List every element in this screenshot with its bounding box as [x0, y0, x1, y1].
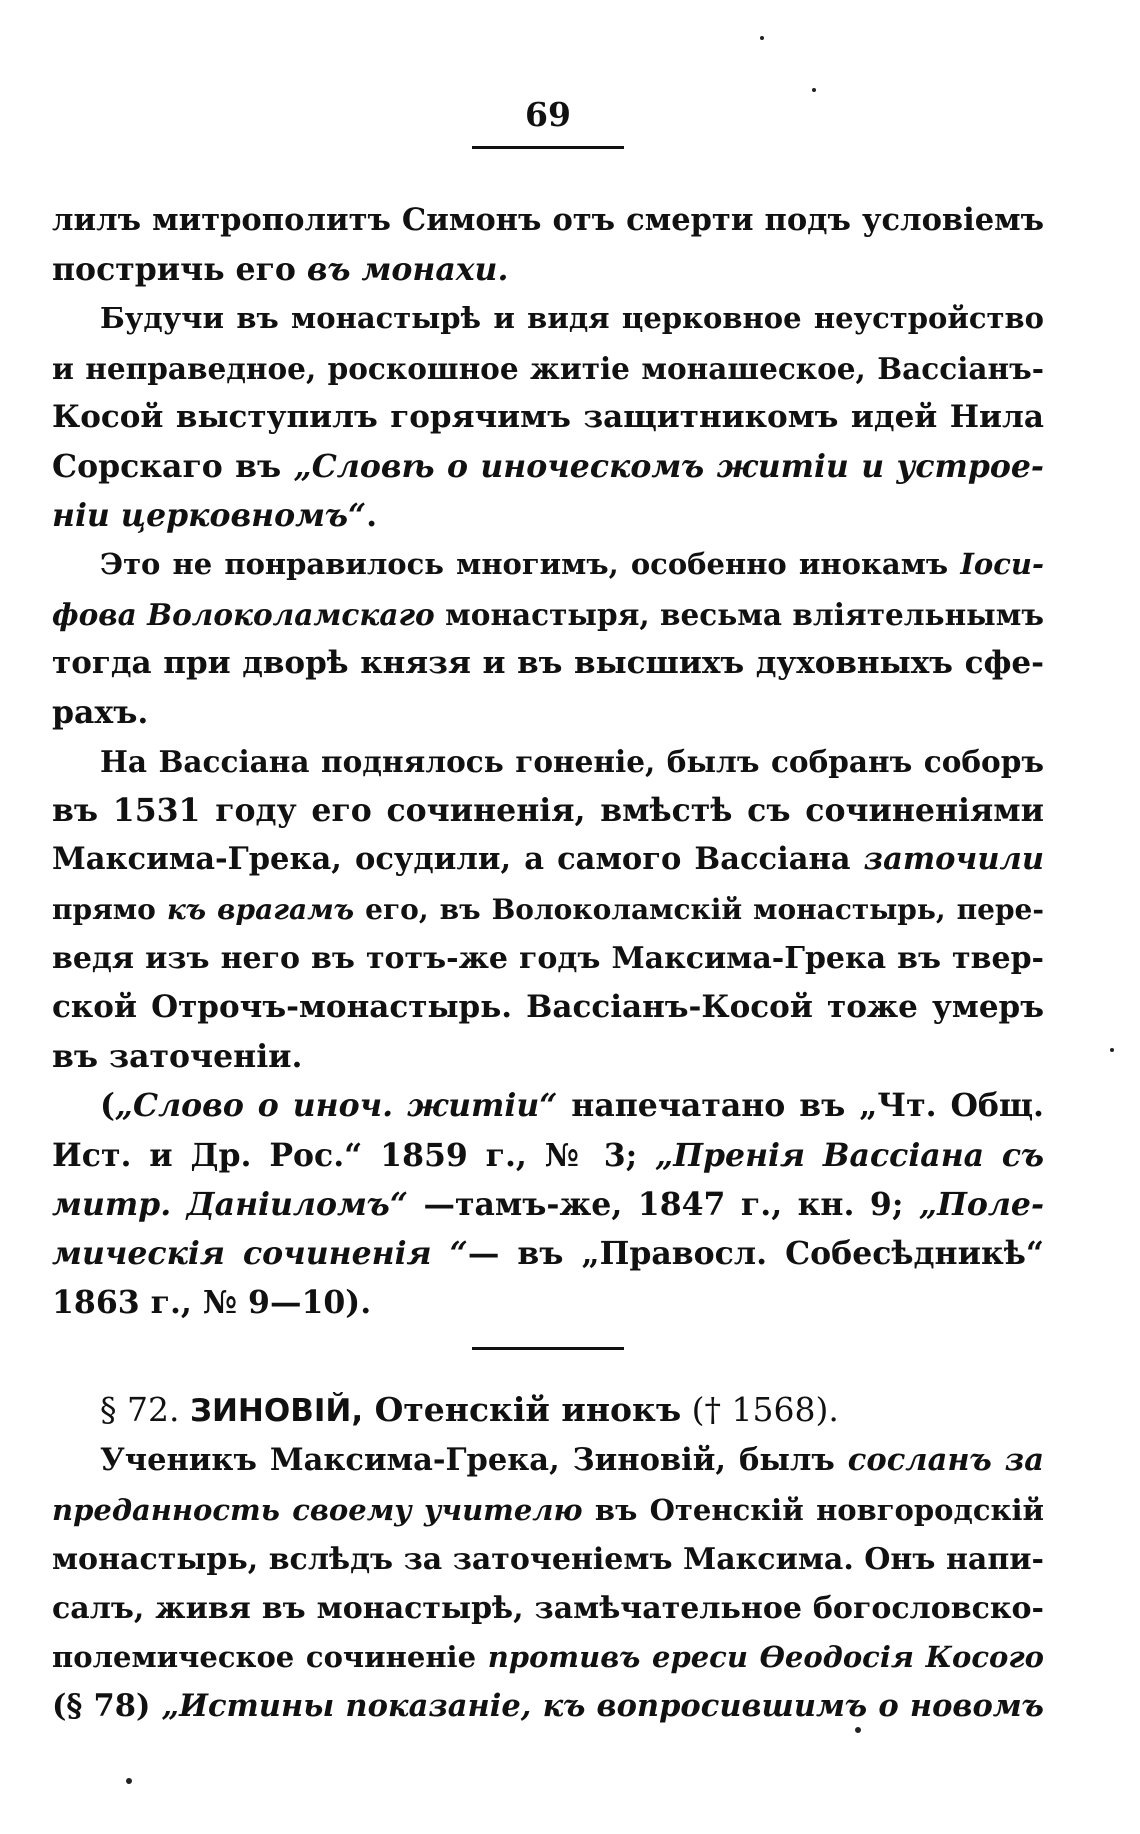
text-line: (§ 78) „Истины показаніе, къ вопросившимъ о новомъ [52, 1688, 1044, 1725]
scan-speck [812, 88, 816, 92]
text-line: Это не понравилось многимъ, особенно инокамъ Іоси- [100, 547, 1044, 582]
text-line: ведя изъ него въ тотъ-же годъ Максима-Грека въ твер- [52, 940, 1044, 976]
page-number: 69 [525, 95, 571, 134]
text-line: прямо къ врагамъ его, въ Волоколамскій монастырь, пере- [52, 892, 1044, 926]
body-text [52, 196, 1044, 1731]
text-line: ніи церковномъ“. [52, 497, 378, 535]
text-line: въ заточеніи. [52, 1038, 303, 1076]
scan-speck [855, 1727, 861, 1733]
text-line: („Слово о иноч. житіи“ напечатано въ „Чт. Общ. [100, 1087, 1044, 1125]
text-line: фова Волоколамскаго монастыря, весьма вліятельнымъ [52, 596, 1044, 632]
text-line: Ист. и Др. Рос.“ 1859 г., № 3; „Пренія Вассіана съ [52, 1136, 1044, 1174]
text-line: тогда при дворѣ князя и въ высшихъ духовныхъ сфе- [52, 644, 1044, 681]
text-line: постричь его въ монахи. [52, 251, 509, 289]
text-line: Косой выступилъ горячимъ защитникомъ идей Нила [52, 398, 1044, 435]
text-line: 1863 г., № 9—10). [52, 1284, 372, 1322]
paragraph-6 [52, 1436, 1044, 1731]
paragraph-1 [52, 196, 1044, 294]
text-line: митр. Даніиломъ“ —тамъ-же, 1847 г., кн. 9; „Поле- [52, 1185, 1045, 1223]
scan-speck [126, 1778, 132, 1784]
text-line: ской Отрочъ-монастырь. Вассіанъ-Косой тоже умеръ [52, 989, 1044, 1025]
section-heading: § 72. ЗИНОВІЙ, Отенскій инокъ († 1568). [100, 1390, 839, 1430]
text-line: салъ, живя въ монастырѣ, замѣчательное богословско- [52, 1590, 1044, 1626]
text-line: Сорскаго въ „Словѣ о иноческомъ житіи и устрое- [52, 447, 1044, 485]
text-line: и неправедное, роскошное житіе монашеское, Вассіанъ- [52, 350, 1044, 386]
text-line: Будучи въ монастырѣ и видя церковное неустройство [100, 301, 1044, 336]
text-line: монастырь, вслѣдъ за заточеніемъ Максима. Онъ напи- [52, 1541, 1044, 1577]
paragraph-3 [52, 540, 1044, 737]
text-line: преданность своему учителю въ Отенскій новгородскій [52, 1492, 1044, 1527]
text-line: въ 1531 году его сочиненія, вмѣстѣ съ сочиненіями [52, 792, 1044, 830]
scan-speck [1110, 1048, 1114, 1052]
paragraph-5-references [52, 1081, 1044, 1327]
paragraph-2 [52, 294, 1044, 540]
page-number-rule [472, 146, 624, 149]
text-line: полемическое сочиненіе противъ ереси Ѳеодосія Косого [52, 1640, 1044, 1675]
text-line: мическія сочиненія “— въ „Правосл. Собесѣдникѣ“ [52, 1234, 1044, 1272]
text-line: Максима-Грека, осудили, а самого Вассіана заточили [52, 841, 1044, 878]
text-line: лилъ митрополитъ Симонъ отъ смерти подъ условіемъ [52, 202, 1044, 238]
paragraph-4 [52, 737, 1044, 1081]
text-line: рахъ. [52, 693, 149, 731]
book-page [52, 0, 1044, 1834]
section-divider [472, 1347, 624, 1350]
text-line: На Вассіана поднялось гоненіе, былъ собранъ соборъ [100, 744, 1044, 780]
scan-speck [760, 36, 764, 40]
text-line: Ученикъ Максима-Грека, Зиновій, былъ сосланъ за [100, 1442, 1044, 1479]
